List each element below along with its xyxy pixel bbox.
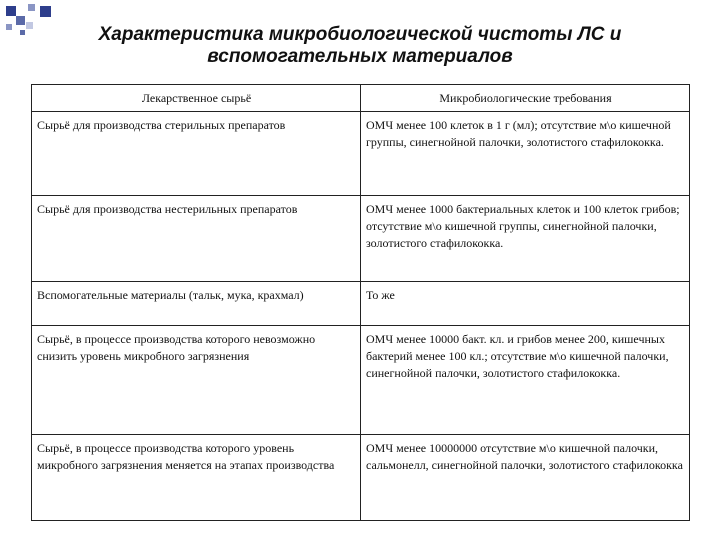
table-header-row xyxy=(32,85,690,112)
requirement-cell: ОМЧ менее 10000 бакт. кл. и грибов менее 200, кишечных бактерий менее 100 кл.; отсутствие м\о кишечной палочки, синегнойной палочки, золотистого стафилококка. xyxy=(361,326,690,435)
table-row xyxy=(32,435,690,521)
material-cell: Сырьё для производства нестерильных препаратов xyxy=(32,196,361,282)
decor-square xyxy=(28,4,35,11)
requirement-cell: ОМЧ менее 1000 бактериальных клеток и 100 клеток грибов; отсутствие м\о кишечной группы, синегнойной палочки, золотистого стафилококка. xyxy=(361,196,690,282)
material-cell: Сырьё, в процессе производства которого невозможно снизить уровень микробного загрязнения xyxy=(32,326,361,435)
material-cell: Сырьё для производства стерильных препаратов xyxy=(32,112,361,196)
table-row xyxy=(32,196,690,282)
requirement-cell: То же xyxy=(361,282,690,326)
table-row xyxy=(32,112,690,196)
page-title-line1: Характеристика микробиологической чистоты ЛС и xyxy=(98,24,622,45)
table-row xyxy=(32,282,690,326)
decor-square xyxy=(6,24,12,30)
column-header-material: Лекарственное сырьё xyxy=(32,85,361,112)
column-header-requirements: Микробиологические требования xyxy=(361,85,690,112)
page-title-line2: вспомогательных материалов xyxy=(207,46,513,67)
decor-square xyxy=(40,6,51,17)
material-cell: Сырьё, в процессе производства которого уровень микробного загрязнения меняется на этапах производства xyxy=(32,435,361,521)
page-title xyxy=(60,24,660,68)
requirement-cell: ОМЧ менее 100 клеток в 1 г (мл); отсутствие м\о кишечной группы, синегнойной палочки, золотистого стафилококка. xyxy=(361,112,690,196)
decor-square xyxy=(20,30,25,35)
material-cell: Вспомогательные материалы (тальк, мука, крахмал) xyxy=(32,282,361,326)
requirement-cell: ОМЧ менее 10000000 отсутствие м\о кишечной палочки, сальмонелл, синегнойной палочки, золотистого стафилококка xyxy=(361,435,690,521)
requirements-table xyxy=(31,84,690,521)
decor-square xyxy=(26,22,33,29)
decor-square xyxy=(6,6,16,16)
decor-square xyxy=(16,16,25,25)
table-row xyxy=(32,326,690,435)
corner-decoration xyxy=(0,0,60,40)
